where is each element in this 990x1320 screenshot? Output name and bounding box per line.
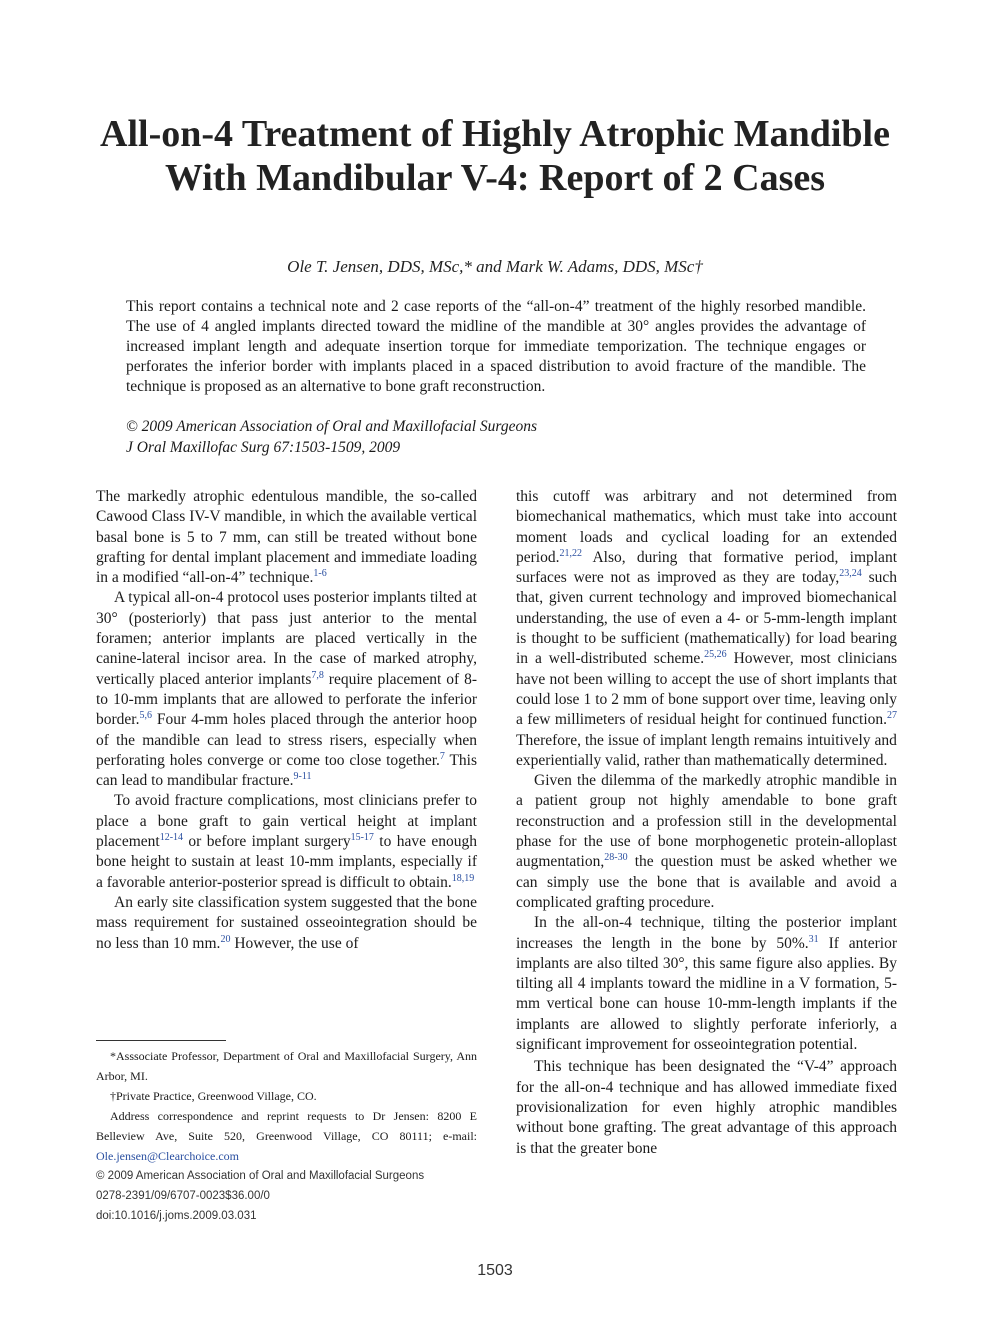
abstract-text: This report contains a technical note and 2 case reports of the “all-on-4” treatment of the highly resorbed mandible. The use of 4 angled implants directed toward the midline of the mandible at 30° angles provides the advantage of increased implant length and adequate insertion torque for immediate temporization. The technique engages or perforates the inferior border with implants placed in a spaced distribution to avoid fracture of the mandible. The technique is proposed as an alternative to bone graft reconstruction. bbox=[126, 298, 866, 395]
author-line: Ole T. Jensen, DDS, MSc,* and Mark W. Adams, DDS, MSc† bbox=[287, 257, 703, 276]
reference-link[interactable]: 25,26 bbox=[704, 649, 727, 661]
body-paragraph: An early site classification system suggested that the bone mass requirement for sustained osseointegration should be no less than 10 mm.$^{20}$ However, the use of bbox=[96, 893, 477, 952]
reference-link[interactable]: 1-6 bbox=[313, 568, 327, 580]
footnote-divider bbox=[96, 1040, 226, 1041]
page-number: 1503 bbox=[477, 1262, 513, 1279]
reference-link[interactable]: 31 bbox=[808, 933, 819, 945]
journal-citation: J Oral Maxillofac Surg 67:1503-1509, 2009 bbox=[126, 439, 401, 456]
reference-link[interactable]: 7 bbox=[439, 750, 445, 762]
body-paragraph: A typical all-on-4 protocol uses posterior implants tilted at 30° (posteriorly) that pass just anterior to the mental foramen; anterior implants are placed vertically in the canine-lateral incisor area. In the case of marked atrophy, vertically placed anterior implants$^{7,8}$ require placement of 8- to 10-mm implants that are allowed to perforate the inferior border.$^{5,6}$ Four 4-mm holes placed through the anterior hoop of the mandible can lead to stress risers, especially when perforating holes converge or come too close together.$^7$ This can lead to mandibular fracture.$^{9-11}$ bbox=[96, 589, 478, 790]
body-paragraph: In the all-on-4 technique, tilting the posterior implant increases the length in the bone by 50%.$^{31}$ If anterior implants are also tilted 30°, this same figure also applies. By tilting all 4 implants toward the midline in a V formation, 5-mm vertical bone can house 10-mm-length implants if the implants are allowed to slightly perforate inferiorly, a significant improvement for osseointegration potential. bbox=[516, 914, 897, 1054]
email-link[interactable]: Ole.jensen@Clearchoice.com bbox=[96, 1149, 239, 1163]
reference-link[interactable]: 28-30 bbox=[604, 852, 628, 864]
page-title: All-on-4 Treatment of Highly Atrophic Mandible With Mandibular V-4: Report of 2 Cases bbox=[100, 113, 890, 199]
footnotes bbox=[96, 1046, 477, 1166]
doi-line[interactable]: doi:10.1016/j.joms.2009.03.031 bbox=[96, 1210, 257, 1222]
reference-link[interactable]: 23,24 bbox=[839, 568, 862, 580]
reference-link[interactable]: 5,6 bbox=[139, 710, 152, 722]
body-paragraph: Given the dilemma of the markedly atrophic mandible in a patient group not highly amendable to bone graft reconstruction and a profession still in the developmental phase for the use of bone morphogenetic protein-alloplast augmentation,$^{28-30}$ the question must be asked whether we can simply use the bone that is available and avoid a complicated grafting procedure. bbox=[516, 772, 897, 911]
issn-line: 0278-2391/09/6707-0023$36.00/0 bbox=[96, 1190, 270, 1202]
body-paragraph: The markedly atrophic edentulous mandible, the so-called Cawood Class IV-V mandible, in which the available vertical basal bone is 5 to 7 mm, can still be treated without bone grafting for dental implant placement and immediate loading in a modified “all-on-4” technique.$^{1-6}$ bbox=[96, 488, 477, 587]
copyright-block bbox=[96, 1166, 477, 1226]
reference-link[interactable]: 27 bbox=[887, 710, 897, 722]
reference-link[interactable]: 12-14 bbox=[159, 831, 184, 843]
abstract-copyright: © 2009 American Association of Oral and Maxillofacial Surgeons bbox=[126, 418, 538, 435]
right-column bbox=[516, 487, 897, 1159]
reference-link[interactable]: 20 bbox=[220, 933, 231, 945]
reference-link[interactable]: 7,8 bbox=[311, 669, 324, 681]
body-paragraph: this cutoff was arbitrary and not determined from biomechanical mathematics, which must take into account moment loads and cyclical loading for an extended period.$^{21,22}$ Also, during that formative period, implant surfaces were not as improved as they are today,$^{23,24}$ such that, given current technology and improved biomechanical understanding, the use of even a 4- or 5-mm-length implant is thought to be sufficient (mathematically) for load bearing in a well-distributed scheme.$^{25,26}$ However, most clinicians have not been willing to accept the use of short implants that could lose 1 to 2 mm of bone support over time, leaving only a few millimeters of residual height for continued function.$^{27}$ Therefore, the issue of implant length remains intuitively and experientially valid, rather than mathematically determined. bbox=[516, 488, 898, 769]
footnote-correspondence: Address correspondence and reprint requests to Dr Jensen: 8200 E Belleview Ave, Suite 520, Greenwood Village, CO 80111; e-mail: Ole.jensen@Clearchoice.com bbox=[96, 1109, 477, 1163]
copyright-line: © 2009 American Association of Oral and Maxillofacial Surgeons bbox=[96, 1170, 425, 1182]
body-paragraph: To avoid fracture complications, most clinicians prefer to place a bone graft to gain vertical height at implant placement$^{12-14}$ or before implant surgery$^{15-17}$ to have enough bone height to sustain at least 10-mm implants, especially if a favorable anterior-posterior spread is difficult to obtain.$^{18,19}$ bbox=[96, 792, 477, 891]
reference-link[interactable]: 15-17 bbox=[350, 831, 374, 843]
footnote-affiliation-2: †Private Practice, Greenwood Village, CO. bbox=[110, 1089, 317, 1103]
left-column bbox=[96, 487, 477, 954]
footnote-affiliation-1: *Asssociate Professor, Department of Oral and Maxillofacial Surgery, Ann Arbor, MI. bbox=[96, 1049, 477, 1083]
reference-link[interactable]: 21,22 bbox=[559, 547, 582, 559]
reference-link[interactable]: 9-11 bbox=[293, 771, 312, 782]
body-paragraph: This technique has been designated the “V-4” approach for the all-on-4 technique and has allowed immediate fixed provisionalization for even highly atrophic mandibles without bone grafting. The great advantage of this approach is that the greater bone bbox=[516, 1058, 897, 1157]
reference-link[interactable]: 18,19 bbox=[451, 872, 475, 884]
